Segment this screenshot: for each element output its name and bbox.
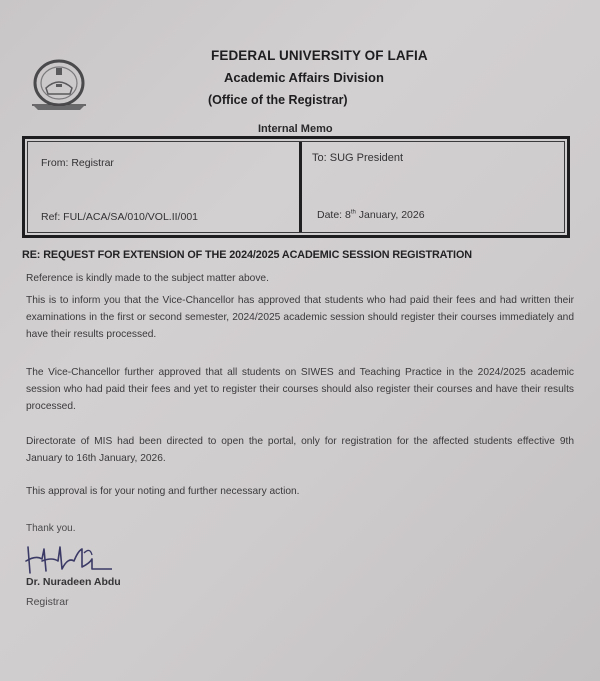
paragraph-reference: Reference is kindly made to the subject matter above. <box>26 273 269 284</box>
institution-name: FEDERAL UNIVERSITY OF LAFIA <box>211 48 428 63</box>
division-name: Academic Affairs Division <box>224 70 384 85</box>
memo-to: To: SUG President <box>312 152 404 164</box>
memo-from: From: Registrar <box>41 157 114 169</box>
signer-title: Registrar <box>26 596 69 608</box>
office-name: (Office of the Registrar) <box>208 93 348 107</box>
memo-subject: RE: REQUEST FOR EXTENSION OF THE 2024/2025 ACADEMIC SESSION REGISTRATION <box>22 249 472 261</box>
paragraph-portal: Directorate of MIS had been directed to open the portal, only for registration for the affected students effective 9th January to 16th January, 2026. <box>26 436 574 464</box>
signer-name: Dr. Nuradeen Abdu <box>26 576 121 588</box>
memo-date <box>317 209 425 221</box>
memo-date-ordinal: th <box>350 209 356 216</box>
paragraph-noting: This approval is for your noting and further necessary action. <box>26 486 300 497</box>
memo-date-suffix: January, 2026 <box>355 209 425 221</box>
closing-thanks: Thank you. <box>26 523 76 534</box>
memo-divider <box>299 142 302 232</box>
memo-header-box <box>22 136 570 238</box>
memo-title: Internal Memo <box>258 123 333 135</box>
university-crest-icon <box>28 58 90 116</box>
memo-date-prefix: Date: 8 <box>317 209 351 221</box>
memo-reference: Ref: FUL/ACA/SA/010/VOL.II/001 <box>41 211 198 223</box>
paragraph-approval: This is to inform you that the Vice-Chancellor has approved that students who had paid their fees and had written their examinations in the first or second semester, 2024/2025 academic session should register their courses immediately and have their results processed. <box>26 295 574 340</box>
handwritten-signature-icon <box>22 543 112 577</box>
paragraph-siwes: The Vice-Chancellor further approved that all students on SIWES and Teaching Practice in the 2024/2025 academic session who had paid their fees and yet to register their courses should also register their courses and have their results processed. <box>26 367 574 412</box>
